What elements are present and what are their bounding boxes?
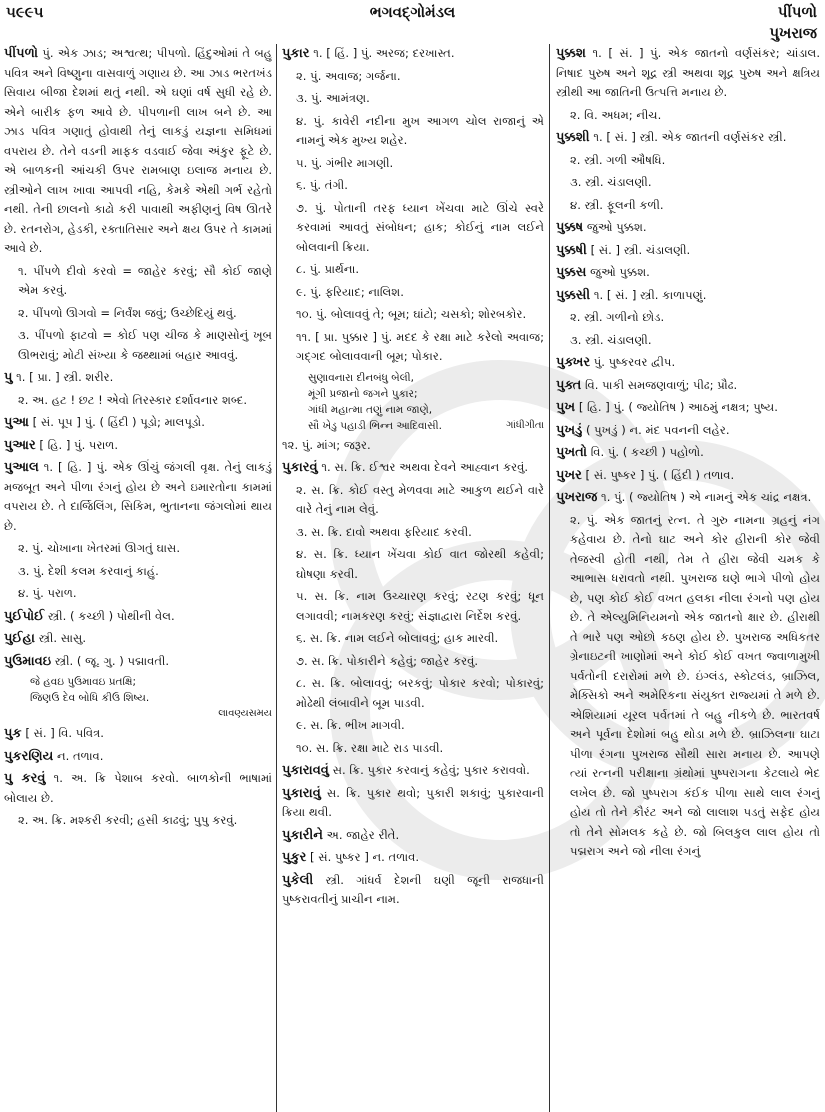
column-middle	[282, 44, 544, 1112]
entry-headword: પુખર	[556, 467, 582, 483]
entry-headword: પુઉમાવઇ	[4, 653, 52, 669]
entry-definition: ( પુખડું ) ન. મંદ પવનની લહેર.	[585, 422, 730, 437]
entry-sense: ૨. પું. અવાજ; ગર્જના.	[296, 68, 401, 83]
entry-sense: ૪. પું. પરાળ.	[18, 586, 77, 600]
entry-definition: સ્ત્રી. ( જૂ. ગુ. ) પદ્માવતી.	[54, 653, 170, 668]
entry-definition: ૧. [ હિં. ] પું. અરજ; દરખાસ્ત.	[313, 46, 455, 60]
entry-sense: ૧૨. પું. માંગ; જરૂર.	[282, 437, 371, 452]
entry-sense: ૪. સ્ત્રી. ફૂલની કળી.	[570, 197, 664, 212]
quotation-line: મૂંગી પ્રજાનો જગને પુકાર;	[308, 387, 418, 400]
entry-sense: ૨. અ. હટ ! છટ ! એવો તિરસ્કાર દર્શાવનાર શબ્દ.	[18, 392, 248, 407]
entry-definition: [ સં. પુષ્કર ] પું. ( હિંદી ) તળાવ.	[585, 467, 735, 482]
entry-definition: સ. ક્રિ. પુકાર કરવાનું કહેવું; પુકાર કરાવવો.	[332, 763, 530, 777]
dictionary-entry	[4, 652, 272, 672]
entry-sense: ૩. સ્ત્રી. ચંડાલણી.	[570, 175, 652, 189]
dictionary-entry	[556, 421, 820, 441]
entry-headword: પુકેલી	[282, 872, 314, 888]
entry-definition: વિ. પું. ( કચ્છી ) પહોળો.	[590, 445, 704, 459]
dictionary-entry	[4, 413, 272, 433]
entry-definition: પું. પુષ્કરવર દ્વીપ.	[593, 355, 676, 369]
entry-definition: વિ. પાકી સમજણવાળું; પીઢ; પ્રૌઢ.	[584, 377, 738, 392]
entry-headword: પુક્કષી	[556, 242, 587, 258]
entry-definition: અ. જાહેર રીતે.	[326, 827, 400, 842]
entry-definition: ૧. [ સં. ] પું. એક જાતનો વર્ણસંકર; ચાંડાલ. નિષાદ પુરુષ અને શૂદ્ર સ્ત્રી અથવા શૂદ્ર પુરુષ અને ક્ષત્રિય સ્ત્રીથી આ જાતિની ઉત્પત્તિ મનાય છે.	[556, 46, 820, 99]
entry-definition: ૧. સ. ક્રિ. ઈશ્વર અથવા દેવને આહ્વાન કરવું.	[321, 460, 529, 474]
dictionary-entry	[556, 466, 820, 486]
dictionary-entry	[556, 263, 820, 283]
quotation-source: ગાંધીગીતા	[506, 419, 544, 431]
column-divider	[276, 44, 277, 1112]
dictionary-entry	[4, 724, 272, 744]
entry-definition: ૧. [ સં. ] સ્ત્રી. એક જાતની વર્ણસંકર સ્ત્રી.	[593, 130, 787, 144]
entry-sense: ૬. સ. ક્રિ. નામ લઈને બોલાવવું; હાક મારવી.	[296, 631, 499, 645]
entry-headword: પુ	[4, 370, 13, 385]
dictionary-entry	[282, 784, 544, 823]
entry-sense: ૫. સ. ક્રિ. નામ ઉચ્ચારણ કરવું; રટણ કરવું; ધૂન લગાવવી; નામકરણ કરવું; સંજ્ઞાદ્વારા નિર્દેશ કરવું.	[296, 589, 544, 623]
entry-definition: [ સં. પૂપ ] પું. ( હિંદી ) પૂડો; માલપૂડો.	[32, 415, 205, 429]
dictionary-entry	[556, 241, 820, 261]
entry-definition: [ સં. ] વિ. પવિત્ર.	[25, 726, 104, 740]
entry-headword: પુખ	[556, 400, 576, 415]
entry-quotation	[282, 370, 544, 434]
entry-sense: ૧૦. સ. ક્રિ. રક્ષા માટે રાડ પાડવી.	[296, 740, 444, 755]
entry-headword: પુક	[4, 726, 22, 741]
entry-definition: [ હિ. ] પું. ( જ્યોતિષ ) આઠમું નક્ષત્ર; પુષ્ય.	[578, 400, 778, 414]
column-divider	[549, 44, 550, 1112]
dictionary-entry	[556, 376, 820, 396]
entry-headword: પુકારાવું	[282, 785, 321, 801]
quotation-source: લાવણ્યસમય	[218, 708, 272, 719]
entry-definition: ૧. પું. ( જ્યોતિષ ) એ નામનું એક ચાંદ્ર નક્ષત્ર.	[601, 490, 812, 504]
dictionary-entry	[282, 826, 544, 846]
entry-headword: પુક્કસ	[556, 265, 587, 280]
entry-definition: ૧. અ. ક્રિ પેશાબ કરવો. બાળકોની ભાષામાં બોલાય છે.	[4, 771, 272, 805]
entry-sense: ૯. સ. ક્રિ. ભીખ માગવી.	[296, 718, 405, 732]
entry-sense: ૨. પું. ચોખાના ખેતરમાં ઊગતું ઘાસ.	[18, 541, 181, 555]
dictionary-entry	[556, 443, 820, 463]
entry-sense: ૭. સ. ક્રિ. પોકારીને કહેવું; જાહેર કરવું.	[296, 653, 479, 668]
dictionary-entry	[282, 44, 544, 64]
dictionary-entry	[4, 436, 272, 456]
entry-definition: [ હિ. ] પું. પરાળ.	[39, 437, 119, 452]
column-left	[4, 44, 272, 1112]
page-title: ભગવદ્ગોમંડલ	[369, 3, 456, 21]
entry-quotation	[4, 674, 272, 722]
entry-definition: સ્ત્રી. ( કચ્છી ) પોથીની વેલ.	[47, 608, 175, 623]
entry-definition: સ. ક્રિ. પુકાર થવો; પુકારી શકાવું; પુકારવાની ક્રિયા થવી.	[282, 785, 544, 819]
quotation-line: ગાંધી મહાત્મા તણું નામ જાણે,	[308, 403, 433, 416]
dictionary-entry	[556, 44, 820, 103]
entry-headword: પુકારવું	[282, 460, 318, 475]
quotation-line: જિણઉ દેવ બોધિ કીઉ શિષ્ય.	[30, 692, 150, 704]
entry-headword: પુઈહા	[4, 631, 35, 646]
entry-headword: પુક્ત	[556, 377, 582, 393]
entry-sense: ૩. સ. ક્રિ. દાવો અથવા ફરિયાદ કરવી.	[296, 524, 472, 539]
entry-sense: ૨. સ્ત્રી. ગળીનો છોડ.	[570, 310, 665, 324]
entry-definition: ૧. [ પ્રા. ] સ્ત્રી. શરીર.	[16, 370, 114, 384]
entry-sense: ૧૦. પું. બોલાવવું તે; બૂમ; ઘાંટો; ચસકો; શોરબકોર.	[296, 307, 527, 321]
guide-word-last: પુખરાજ	[769, 24, 817, 42]
entry-sense: ૨. સ. ક્રિ. કોઈ વસ્તુ મેળવવા માટે આકુળ થઈને વારે વારે તેનું નામ લેવું.	[296, 482, 544, 516]
entry-definition: ૧. [ સં. ] સ્ત્રી. કાળાપણું.	[593, 287, 707, 302]
entry-headword: પુક્કષ	[556, 220, 584, 235]
entry-sense: ૧૧. [ પ્રા. પુક્કાર ] પું. મદદ કે રક્ષા માટે કરેલો અવાજ; ગદ્ગદ બોલાવવાની બૂમ; પોકાર.	[296, 329, 544, 363]
quotation-line: જે હવઇ પુઉમાવઇ પ્રતક્ષિ;	[30, 676, 137, 688]
entry-headword: પુકાર	[282, 46, 310, 61]
entry-sense: ૨. અ. ક્રિ. મશ્કરી કરવી; હસી કાઢવું; પુપુ કરવું.	[18, 813, 238, 827]
entry-headword: પુક્કશી	[556, 130, 590, 145]
entry-headword: પુક્કશ	[556, 46, 586, 61]
entry-sense: ૬. પું. તંગી.	[296, 178, 348, 192]
entry-headword: પુઆલ	[4, 460, 39, 475]
dictionary-entry	[4, 629, 272, 649]
guide-word-first: પીંપળો	[777, 3, 817, 21]
entry-definition: [ સં. ] સ્ત્રી. ચંડાલણી.	[590, 242, 691, 257]
entry-definition: પું. એક ઝાડ; અશ્વત્થ; પીપળો. હિંદુઓમાં તે બહુ પવિત્ર અને વિષ્ણુના વાસવાળું ગણાય છે. આ ઝાડ ભરતખંડ સિવાય બીજા દેશમાં થતું નથી. એ ઘણાં વર્ષ સુધી રહે છે. એને બારીક ફળ આવે છે. પીપળાની લાખ બને છે. આ ઝાડ પવિત્ર ગણાતું હોવાથી તેનું લાકડું યજ્ઞના સમિધમાં વપરાય છે. તેને વડની માફક વડવાઈ જેવા અંકુર ફૂટે છે. એ બાળકની આંચકી ઉપર રામબાણ ઇલાજ મનાય છે. સ્ત્રીઓને લાખ ખાવા આપવી નહિ, કેમકે એથી ગર્ભ રહેતો નથી. તેની છાલનો કાઢો કરી પાવાથી અફીણનું વિષ ઊતરે છે. રતનરોગ, હેડકી, રક્તાતિસાર અને ક્ષય ઉપર તે કામમાં આવે છે.	[4, 46, 272, 255]
entry-sense: ૨. પીંપળો ઊગવો = નિર્વંશ જવું; ઉચ્છેદિયું થવું.	[18, 305, 237, 320]
dictionary-entry	[282, 458, 544, 478]
entry-headword: પુખડું	[556, 422, 583, 438]
dictionary-entry	[4, 607, 272, 627]
entry-headword: પુખતો	[556, 445, 587, 460]
entry-definition: ન. તળાવ.	[56, 748, 104, 763]
dictionary-entry	[4, 368, 272, 388]
entry-headword: પુક્કસી	[556, 287, 591, 303]
entry-headword: પુક્ખર	[556, 355, 591, 370]
column-right	[556, 44, 820, 1112]
dictionary-entry	[556, 353, 820, 373]
entry-headword: પુકારીને	[282, 827, 323, 843]
entry-sense: ૧. પીંપળે દીવો કરવો = જાહેર કરવું; સૌ કોઈ જાણે એમ કરવું.	[18, 263, 272, 297]
entry-definition: ૧. [ હિ. ] પું. એક ઊંચું જંગલી વૃક્ષ. તેનું લાકડું મજબૂત અને પીળા રંગનું હોય છે અને ઇમારતોના કામમાં વપરાય છે. તે દાર્જિલિંગ, સિકિમ, ભુતાનના જંગલોમાં થાય છે.	[4, 460, 272, 533]
entry-sense: ૮. સ. ક્રિ. બોલાવવું; બરકવું; પોકાર કરવો; પોકારવું; મોઢેથી લંબાવીને બૂમ પાડવી.	[296, 676, 544, 710]
dictionary-entry	[4, 458, 272, 536]
entry-sense: ૩. સ્ત્રી. ચંડાલણી.	[570, 332, 652, 347]
entry-definition: સ્ત્રી. સાસુ.	[38, 631, 87, 645]
entry-headword: પુઈપોઈ	[4, 608, 45, 624]
dictionary-entry	[282, 848, 544, 868]
dictionary-entry	[282, 871, 544, 910]
dictionary-entry	[4, 769, 272, 808]
dictionary-entry	[4, 44, 272, 259]
dictionary-entry	[556, 218, 820, 238]
entry-definition: જુઓ પુક્કશ.	[590, 265, 650, 279]
entry-headword: પુકરણિય	[4, 748, 54, 764]
entry-headword: પુકારાવવું	[282, 763, 329, 778]
entry-headword: પુ કરવું	[4, 771, 46, 786]
dictionary-entry	[282, 761, 544, 781]
entry-definition: જુઓ પુક્કશ.	[586, 220, 647, 234]
dictionary-entry	[4, 747, 272, 767]
entry-sense: ૭. પું. પોતાની તરફ ધ્યાન ખેંચવા માટે ઊંચે સ્વરે કરવામાં આવતું સંબોધન; હાક; કોઈનું નામ લઈને બોલવાની ક્રિયા.	[296, 200, 544, 254]
entry-definition: [ સં. પુષ્કર ] ન. તળાવ.	[310, 850, 420, 864]
dictionary-entry	[556, 286, 820, 306]
entry-definition: સ્ત્રી. ગાંધર્વ દેશની ઘણી જૂની રાજધાની પુષ્કરાવતીનું પ્રાચીન નામ.	[282, 872, 544, 906]
quotation-line: સુણાવનારા દીનબંધુ બેલી,	[308, 371, 414, 384]
dictionary-entry	[556, 398, 820, 418]
entry-headword: પીંપળો	[4, 46, 38, 61]
entry-headword: પુખરાજ	[556, 490, 598, 505]
entry-sense: ૨. વિ. અધમ; નીચ.	[570, 107, 662, 122]
entry-sense: ૩. પું. દેશી કલમ કરવાનું કાહું.	[18, 563, 159, 578]
entry-sense: ૮. પું. પ્રાર્થના.	[296, 262, 360, 276]
entry-sense: ૪. પું. કાવેરી નદીના મુખ આગળ ચોલ રાજાનું એ નામનું એક મુખ્ય શહેર.	[296, 113, 544, 147]
quotation-line: સૌ ખેડુ પહાડી ભિન્ન આદિવાસી.	[308, 419, 442, 432]
entry-sense: ૨. સ્ત્રી. ગળી ઔષધિ.	[570, 152, 666, 167]
dictionary-entry	[556, 488, 820, 508]
entry-sense: ૫. પું. ગંભીર માગણી.	[296, 155, 394, 170]
entry-sense: ૯. પું. ફરિયાદ; નાલિશ.	[296, 284, 404, 299]
entry-sense: ૩. પું. આમંત્રણ.	[296, 91, 370, 105]
entry-sense: ૪. સ. ક્રિ. ધ્યાન ખેંચવા કોઈ વાત જોરથી કહેવી; ઘોષણા કરવી.	[296, 547, 544, 581]
entry-headword: પુઆ	[4, 415, 29, 430]
entry-sense: ૩. પીંપળો ફાટવો = કોઈ પણ ચીજ કે માણસોનું ખૂબ ઊભરાવું; મોટી સંખ્યા કે જથ્થામાં બહાર આવવું.	[18, 328, 272, 362]
entry-sense: ૨. પું. એક જાતનું રત્ન. તે ગુરુ નામના ગ્રહનું નંગ કહેવાય છે. તેનો ઘાટ અને કોર હીરાની કોર જેવી તેજસ્વી હોતી નથી, તેમ તે હીરા જેવી ચમક કે આભાસ ધરાવતો નથી. પુખરાજ ઘણે ભાગે પીળો હોય છે, પણ કોઈ કોઈ વખત હલકા નીલા રંગનો પણ હોય છે. તે એલ્યુમિનિયમનો એક જાતનો ક્ષાર છે. હીરાથી તે ભારે પણ ઓછો કઠણ હોય છે. પુખરાજ અધિકતર ગ્રેનાઇટની ખાણોમાં અને કોઈ કોઈ વખત જ્વાળામુખી પર્વતોની દરારોમાં મળે છે. ઇંગ્લંડ, સ્કોટલંડ, બ્રાઝિલ, મેક્સિકો અને અમેરિકના સંયુક્ત રાજ્યમાં તે મળે છે. એશિયામાં યૂરલ પર્વતમાં તે બહુ નીકળે છે. ભારતવર્ષ અને પૂર્વના દેશોમાં બહુ થોડા મળે છે. બ્રાઝિલના ઘાટા પીળા રંગના પુખરાજ સૌથી સારા મનાય છે. આપણે ત્યાં રત્નની પરીક્ષાના ગ્રંથોમાં પુષ્પરાગના કેટલાયે ભેદ લખેલ છે. જો પુષ્પરાગ કંઈક પીળા સાથે લાલ રંગનું હોય તો તેને કૌરંટ અને જો લાલાશ પડતું સફેદ હોય તો તેને સોમલક કહે છે. જો બિલકુલ લાલ હોય તો પદ્મરાગ અને જો નીલા રંગનું	[570, 512, 820, 858]
entry-headword: પુઆર	[4, 437, 36, 453]
dictionary-entry	[556, 128, 820, 148]
page-number: ૫૯૯૫	[6, 3, 44, 21]
page-header	[0, 0, 825, 44]
entry-headword: પુકુર	[282, 850, 307, 865]
